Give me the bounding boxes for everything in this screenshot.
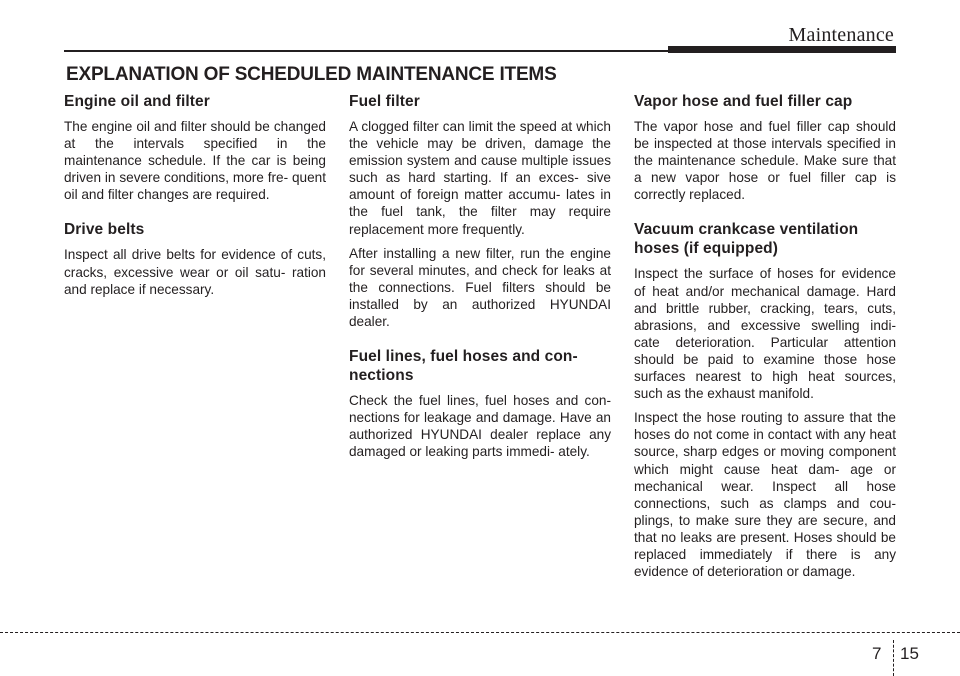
header-bar: [668, 46, 896, 53]
heading-vacuum-crankcase: Vacuum crankcase ventilation hoses (if equipped): [634, 221, 859, 258]
header-rule: [64, 50, 668, 52]
column-3: [634, 92, 896, 587]
paragraph-drive-belts: Inspect all drive belts for evidence of cuts, cracks, excessive wear or oil satu- ration and replace if necessary.: [64, 247, 326, 297]
heading-vapor-hose: Vapor hose and fuel filler cap: [634, 93, 853, 110]
paragraph-vapor-hose: The vapor hose and fuel filler cap should be inspected at those intervals specified in the maintenance schedule. Make sure that a new vapor hose or fuel filler cap is correctly replaced.: [634, 119, 896, 203]
heading-engine-oil: Engine oil and filter: [64, 93, 210, 110]
chapter-number: 7: [872, 644, 882, 663]
paragraph-fuel-filter-2: After installing a new filter, run the engine for several minutes, and check for leaks at the connections. Fuel filters should be installed by an authorized HYUNDAI dealer.: [349, 245, 611, 330]
heading-fuel-filter: Fuel filter: [349, 93, 420, 110]
paragraph-fuel-filter-1: A clogged filter can limit the speed at which the vehicle may be driven, damage the emission system and cause multiple issues such as hard starting. If an exces- sive amount of foreign matter accumu- lates in the fuel tank, the filter may require replacement more frequently.: [349, 119, 611, 237]
section-title: EXPLANATION OF SCHEDULED MAINTENANCE ITEMS: [66, 64, 557, 85]
page-number: 15: [900, 644, 919, 663]
footer-divider: [893, 640, 894, 676]
paragraph-vacuum-crankcase-2: Inspect the hose routing to assure that the hoses do not come in contact with any heat source, sharp edges or moving component which might cause heat dam- age or mechanical wear. Inspect all hose connections, such as clamps and cou- plings, to make sure they are secure, and that no leaks are present. Hoses should be replaced immediately if there is any evidence of deterioration or damage.: [634, 410, 896, 580]
paragraph-engine-oil: The engine oil and filter should be changed at the intervals specified in the maintenance schedule. If the car is being driven in severe conditions, more fre- quent oil and filter changes are required.: [64, 119, 326, 203]
paragraph-fuel-lines: Check the fuel lines, fuel hoses and con- nections for leakage and damage. Have an authorized HYUNDAI dealer replace any damaged or leaking parts immedi- ately.: [349, 393, 611, 460]
chapter-title: Maintenance: [788, 24, 894, 46]
heading-drive-belts: Drive belts: [64, 221, 145, 239]
column-2: [349, 92, 611, 468]
heading-fuel-lines: Fuel lines, fuel hoses and con- nections: [349, 348, 578, 385]
paragraph-vacuum-crankcase-1: Inspect the surface of hoses for evidence of heat and/or mechanical damage. Hard and brittle rubber, cracking, tears, cuts, abrasions, and excessive swelling indi- cate deterioration. Particular attention should be paid to examine those hose surfaces nearest to high heat sources, such as the exhaust manifold.: [634, 266, 896, 402]
column-1: [64, 92, 326, 305]
footer-rule: [0, 632, 960, 633]
